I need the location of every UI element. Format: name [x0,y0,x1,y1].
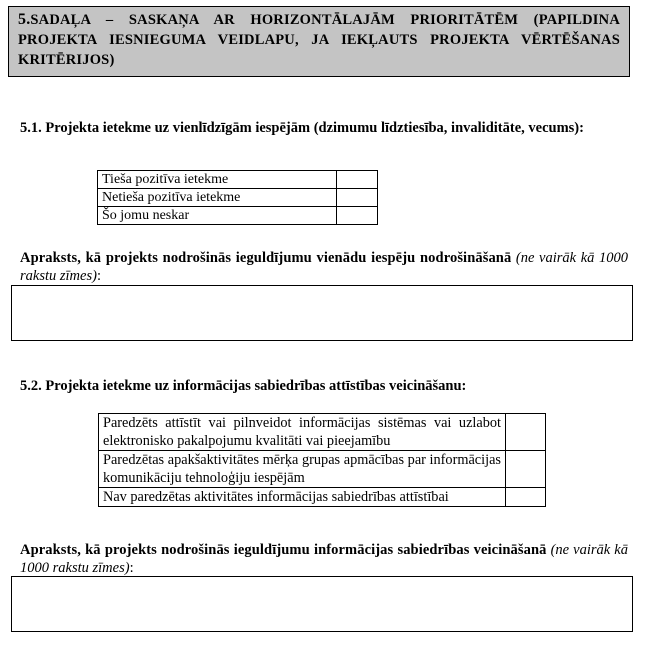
q1-option-checkbox[interactable] [337,171,378,189]
table-row [98,171,378,189]
table-row [98,207,378,225]
q1-option-checkbox[interactable] [337,189,378,207]
q2-options-table [98,413,546,507]
section-number: 5. [18,11,31,28]
section-header [8,6,630,77]
table-row [99,488,546,507]
q1-option-label: Šo jomu neskar [98,207,337,225]
q2-option-checkbox[interactable] [506,414,546,451]
q2-option-label: Paredzēts attīstīt vai pilnveidot informācijas sistēmas vai uzlabot elektronisko pakalpojumu kvalitāti vai pieejamību [99,414,506,451]
q2-heading: 5.2. Projekta ietekme uz informācijas sabiedrības attīstības veicināšanu: [20,378,467,394]
q1-description-label [20,249,628,285]
q1-description-hint: (ne vairāk kā 1000 rakstu zīmes) [20,250,628,284]
q1-heading: 5.1. Projekta ietekme uz vienlīdzīgām iespējām (dzimumu līdztiesība, invaliditāte, vecums): [20,120,584,136]
q1-option-label: Tieša pozitīva ietekme [98,171,337,189]
q2-description-suffix: : [129,560,134,576]
q2-description-label-bold: Apraksts, kā projekts nodrošinās ieguldījumu informācijas sabiedrības veicināšanā [20,542,547,558]
q2-description-hint: (ne vairāk kā 1000 rakstu zīmes) [20,542,628,576]
q1-description-textbox[interactable] [11,285,633,341]
q1-description-suffix: : [96,268,101,284]
q2-description-textbox[interactable] [11,576,633,632]
table-row [99,414,546,451]
q1-options-table [97,170,378,225]
q2-option-checkbox[interactable] [506,488,546,507]
q2-option-label: Paredzētas apakšaktivitātes mērķa grupas apmācības par informācijas komunikāciju tehnoloģiju iespējām [99,451,506,488]
table-row [99,451,546,488]
q1-description-label-bold: Apraksts, kā projekts nodrošinās ieguldījumu vienādu iespēju nodrošināšanā [20,250,512,266]
q2-option-checkbox[interactable] [506,451,546,488]
section-title: SADAĻA – SASKAŅA AR HORIZONTĀLAJĀM PRIORITĀTĒM (PAPILDINA PROJEKTA IESNIEGUMA VEIDLAPU, JA IEKĻAUTS PROJEKTA VĒRTĒŠANAS KRITĒRIJOS) [18,12,620,68]
q2-option-label: Nav paredzētas aktivitātes informācijas sabiedrības attīstībai [99,488,506,507]
q1-option-label: Netieša pozitīva ietekme [98,189,337,207]
table-row [98,189,378,207]
q2-description-label [20,541,628,577]
q1-option-checkbox[interactable] [337,207,378,225]
